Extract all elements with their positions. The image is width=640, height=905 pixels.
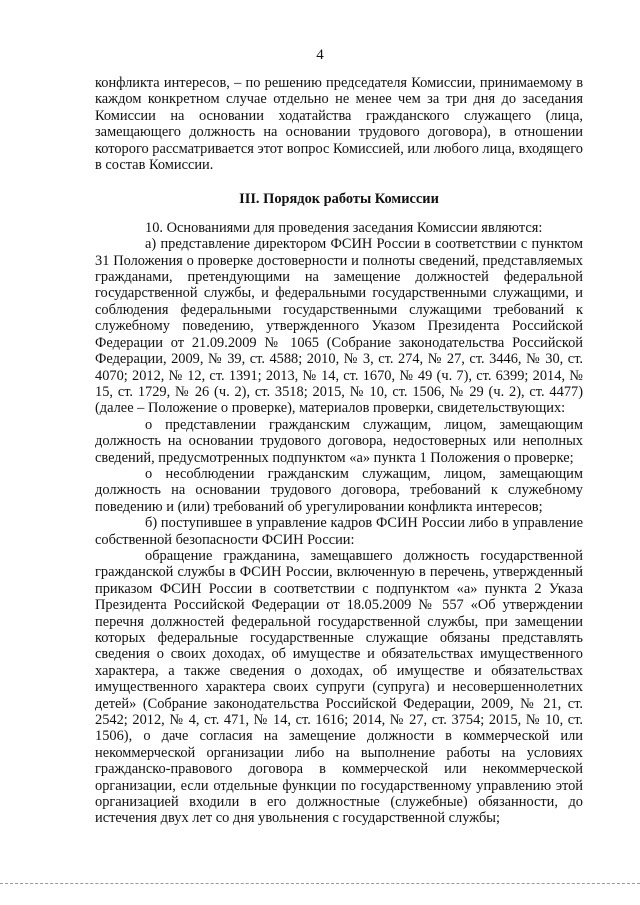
paragraph-item-b: б) поступившее в управление кадров ФСИН России либо в управление собственной безопасности ФСИН России: <box>95 515 583 548</box>
paragraph-conflict-of-interest-end: конфликта интересов, – по решению председателя Комиссии, принимаемому в каждом конкретном случае отдельно не менее чем за три дня до заседания Комиссии на основании ходатайства гражданского служащего (лица, замещающего должность на основании трудового договора), в отношении которого рассматривается этот вопрос Комиссией, или любого лица, входящего в состав Комиссии. <box>95 75 583 174</box>
paragraph-item-a: а) представление директором ФСИН России в соответствии с пунктом 31 Положения о проверке достоверности и полноты сведений, представляемых гражданами, претендующими на замещение должностей федеральной государственной службы, и федеральными государственными служащими, и соблюдения федеральными государственными служащими требований к служебному поведению, утвержденного Указом Президента Российской Федерации от 21.09.2009 № 1065 (Собрание законодательства Российской Федерации, 2009, № 39, ст. 4588; 2010, № 3, ст. 274, № 27, ст. 3446, № 30, ст. 4070; 2012, № 12, ст. 1391; 2013, № 14, ст. 1670, № 49 (ч. 7), ст. 6399; 2014, № 15, ст. 1729, № 26 (ч. 2), ст. 3518; 2015, № 10, ст. 1506, № 29 (ч. 2), ст. 4477) (далее – Положение о проверке), материалов проверки, свидетельствующих: <box>95 236 583 417</box>
document-body <box>95 75 583 827</box>
paragraph-grounds: 10. Основаниями для проведения заседания Комиссии являются: <box>145 219 543 236</box>
paragraph-item-b-appeal: обращение гражданина, замещавшего должность государственной гражданской службы в ФСИН России, включенную в перечень, утвержденный приказом ФСИН России в соответствии с подпунктом «а» пункта 2 Указа Президента Российской Федерации от 18.05.2009 № 557 «Об утверждении перечня должностей федеральной государственной службы, при замещении которых федеральные государственные служащие обязаны представлять сведения о своих доходах, об имуществе и обязательствах имущественного характера, а также сведения о доходах, об имуществе и обязательствах имущественного характера своих супруги (супруга) и несовершеннолетних детей» (Собрание законодательства Российской Федерации, 2009, № 21, ст. 2542; 2012, № 4, ст. 471, № 14, ст. 1616; 2014, № 27, ст. 3754; 2015, № 10, ст. 1506), о даче согласия на замещение должности в коммерческой или некоммерческой организации либо на выполнение работы на условиях гражданско-правового договора в коммерческой или некоммерческой организации, если отдельные функции по государственному управлению этой организацией входили в его должностные (служебные) обязанности, до истечения двух лет со дня увольнения с государственной службы; <box>95 547 583 827</box>
page-number: 4 <box>316 47 324 63</box>
scan-edge-line <box>0 883 640 884</box>
section-heading: III. Порядок работы Комиссии <box>239 191 439 208</box>
paragraph-item-a-sub1: о представлении гражданским служащим, лицом, замещающим должность на основании трудового договора, недостоверных или неполных сведений, предусмотренных подпунктом «а» пункта 1 Положения о проверке; <box>95 416 583 466</box>
paragraph-item-a-sub2: о несоблюдении гражданским служащим, лицом, замещающим должность на основании трудового договора, требований к служебному поведению и (или) требований об урегулировании конфликта интересов; <box>95 465 583 515</box>
